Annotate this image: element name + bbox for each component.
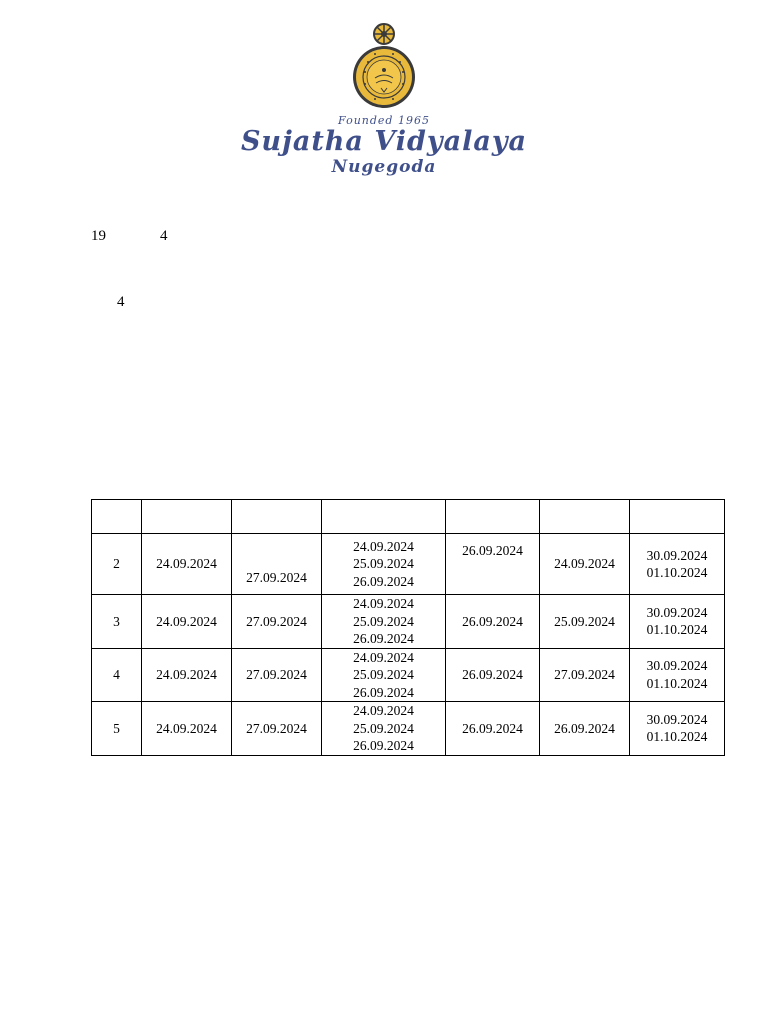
- date-cell: 24.09.2024: [142, 648, 232, 702]
- school-location: Nugegoda: [331, 157, 437, 177]
- date-cell: 27.09.2024: [232, 702, 322, 756]
- date-list-cell: [322, 702, 446, 756]
- header-cell: [322, 500, 446, 534]
- date-line: 26.09.2024: [353, 684, 414, 700]
- grade-cell: 3: [92, 595, 142, 649]
- founded-text: Founded 1965: [338, 114, 430, 127]
- grade-cell: 4: [92, 648, 142, 702]
- date-line: 01.10.2024: [646, 622, 708, 638]
- date-list-cell: [630, 648, 725, 702]
- date-cell: 24.09.2024: [142, 702, 232, 756]
- letterhead: [0, 22, 768, 177]
- date-line: 26.09.2024: [353, 631, 414, 646]
- date-line: 24.09.2024: [353, 596, 414, 611]
- date-cell: 26.09.2024: [446, 702, 540, 756]
- date-cell: 26.09.2024: [446, 648, 540, 702]
- school-name: Sujatha Vidyalaya: [240, 126, 528, 157]
- grade-cell: 2: [92, 534, 142, 595]
- date-line: 30.09.2024: [646, 711, 708, 727]
- body-line-1-number: 4: [160, 228, 168, 244]
- body-line-1-start: 19: [91, 228, 106, 244]
- date-line: 24.09.2024: [353, 538, 414, 554]
- grade-cell: 5: [92, 702, 142, 756]
- date-cell: 25.09.2024: [540, 595, 630, 649]
- date-list-cell: [630, 534, 725, 595]
- date-line: 30.09.2024: [646, 658, 708, 674]
- date-list-cell: [630, 702, 725, 756]
- date-line: 25.09.2024: [353, 613, 414, 629]
- date-list-cell: [630, 595, 725, 649]
- date-line: 26.09.2024: [353, 573, 414, 589]
- date-list-cell: [322, 534, 446, 595]
- date-line: 01.10.2024: [646, 729, 708, 745]
- date-line: 26.09.2024: [353, 738, 414, 753]
- date-line: 25.09.2024: [353, 667, 414, 682]
- body-line-2-number: 4: [117, 294, 125, 310]
- date-list-cell: [322, 595, 446, 649]
- header-cell: [540, 500, 630, 534]
- table-row: [92, 595, 725, 649]
- date-line: 30.09.2024: [646, 547, 708, 563]
- date-line: 30.09.2024: [646, 604, 708, 620]
- date-line: 25.09.2024: [353, 720, 414, 736]
- date-cell: 27.09.2024: [232, 595, 322, 649]
- date-line: 25.09.2024: [353, 556, 414, 572]
- header-cell: [92, 500, 142, 534]
- table-row: [92, 534, 725, 595]
- date-cell: 24.09.2024: [540, 534, 630, 595]
- date-cell: 27.09.2024: [232, 648, 322, 702]
- date-line: 01.10.2024: [646, 675, 708, 691]
- table-row: [92, 648, 725, 702]
- school-crest-icon: [351, 22, 417, 112]
- schedule-table: [91, 499, 725, 756]
- date-cell: 26.09.2024: [446, 534, 540, 595]
- date-line: 24.09.2024: [353, 703, 414, 718]
- date-cell: 26.09.2024: [446, 595, 540, 649]
- date-list-cell: [322, 648, 446, 702]
- date-line: 01.10.2024: [646, 565, 708, 580]
- date-cell: 24.09.2024: [142, 595, 232, 649]
- header-cell: [630, 500, 725, 534]
- date-cell: 26.09.2024: [540, 702, 630, 756]
- header-cell: [446, 500, 540, 534]
- table-row: [92, 702, 725, 756]
- header-cell: [142, 500, 232, 534]
- date-cell: 27.09.2024: [232, 534, 322, 595]
- date-cell: 27.09.2024: [540, 648, 630, 702]
- table-header-row: [92, 500, 725, 534]
- date-cell: 24.09.2024: [142, 534, 232, 595]
- date-line: 24.09.2024: [353, 649, 414, 665]
- header-cell: [232, 500, 322, 534]
